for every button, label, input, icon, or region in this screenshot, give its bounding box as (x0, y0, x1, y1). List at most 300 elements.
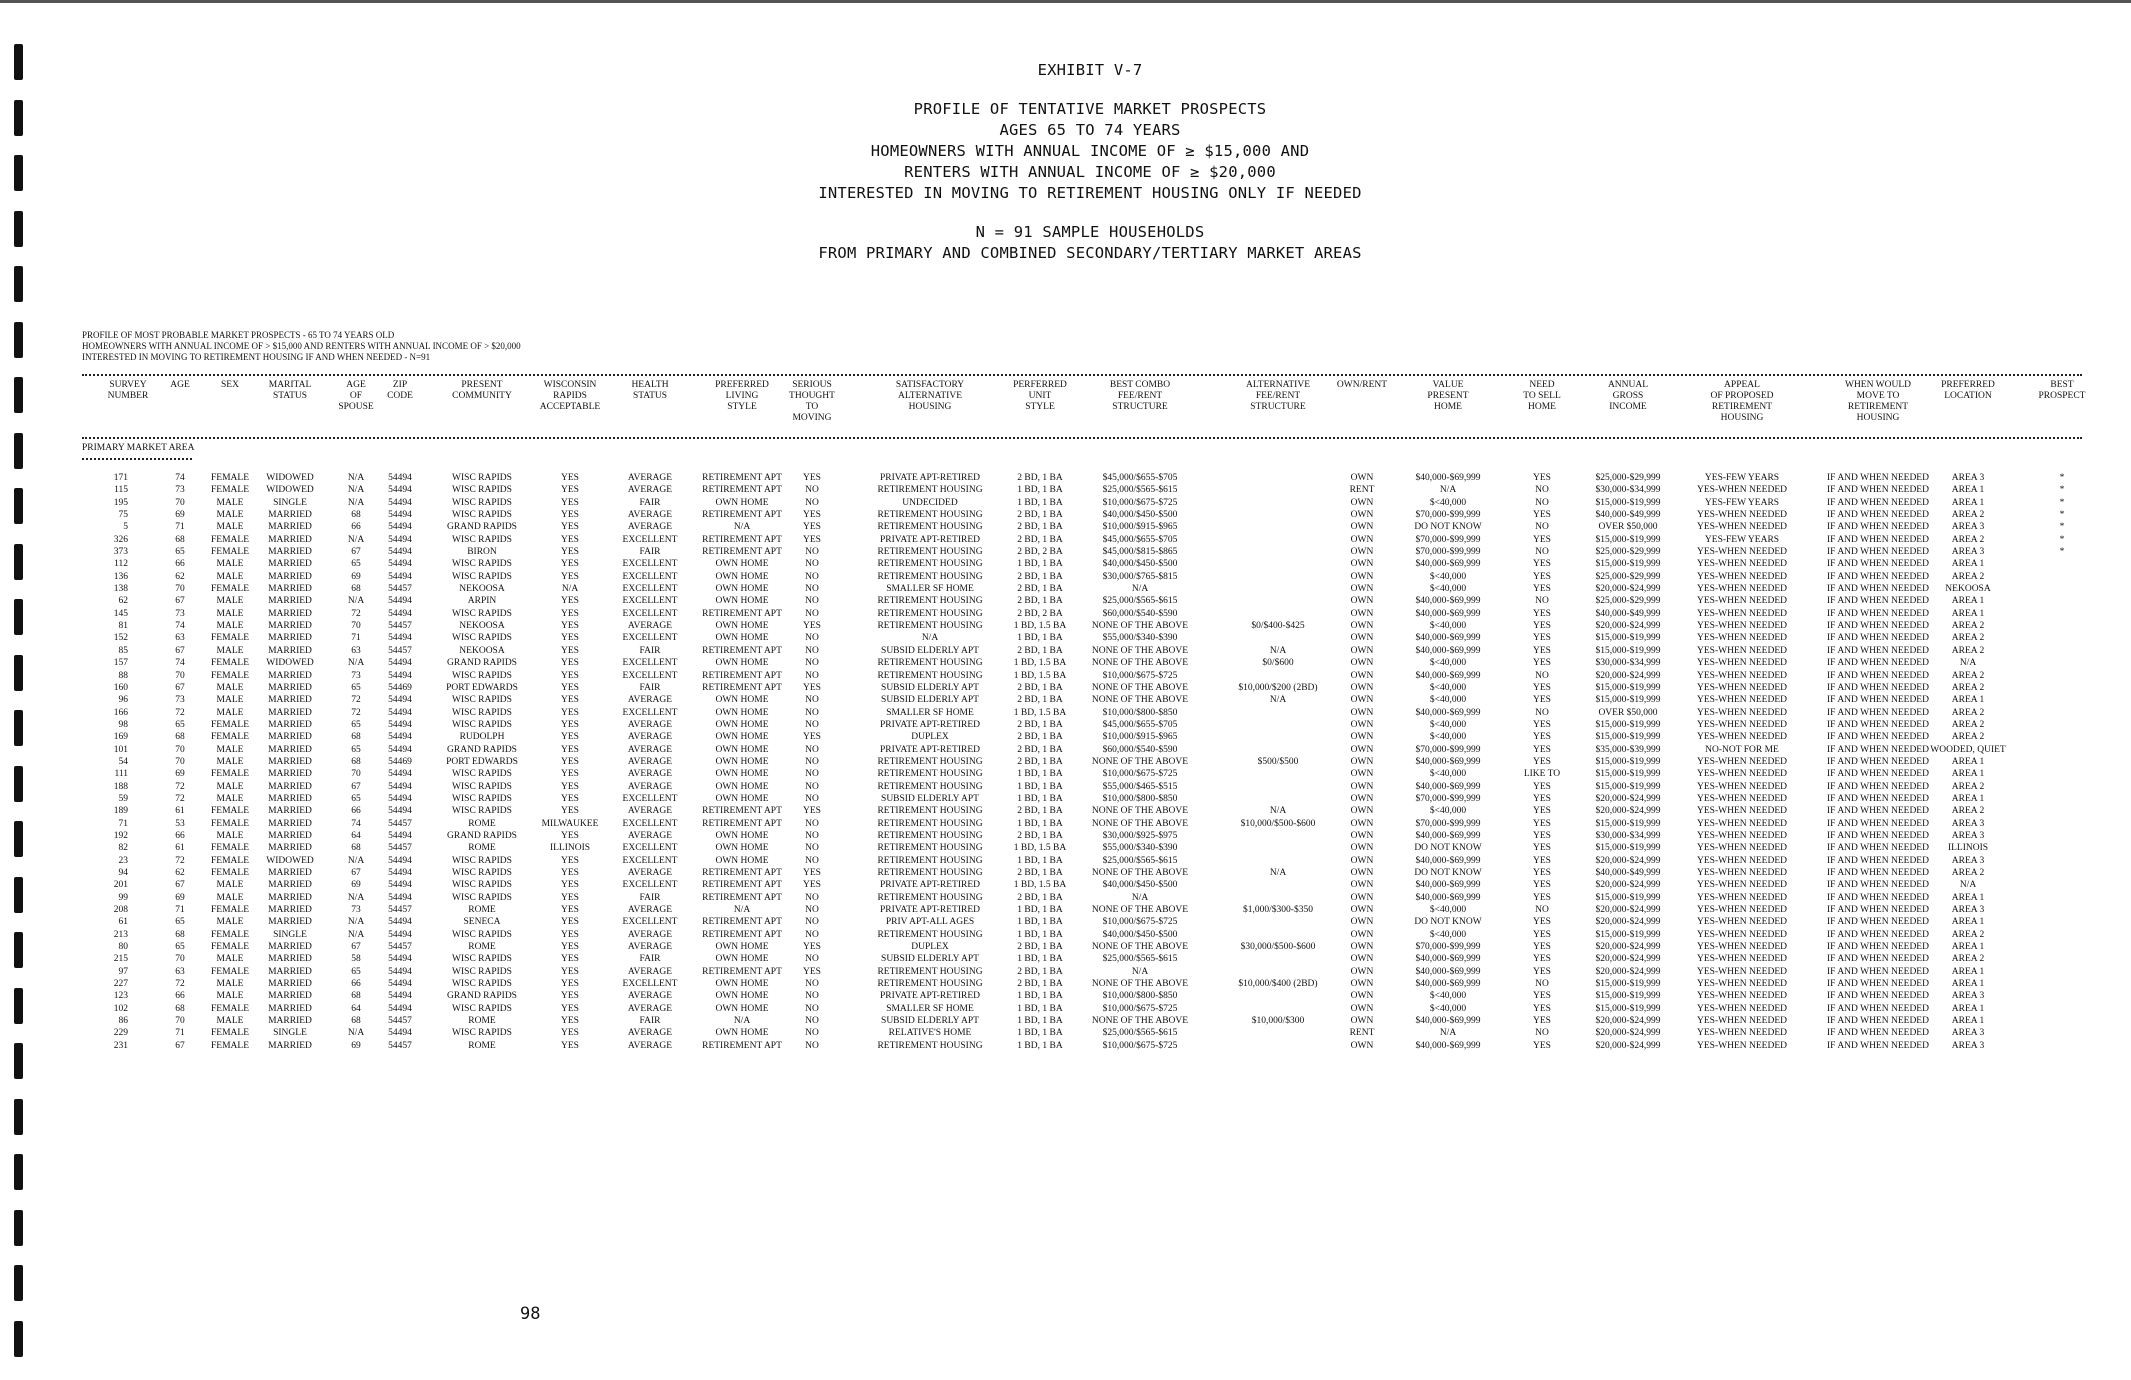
table-cell: NO (805, 929, 819, 940)
table-cell: 66 (351, 806, 361, 817)
table-cell: 54469 (388, 682, 412, 693)
table-cell: NONE OF THE ABOVE (1091, 942, 1189, 953)
table-cell: MILWAUKEE (541, 818, 599, 829)
table-cell: 61 (175, 806, 185, 817)
table-cell: 229 (113, 1028, 128, 1039)
table-cell: $40,000-$69,999 (1415, 633, 1481, 644)
table-cell: OWN (1350, 929, 1374, 940)
table-cell: YES (561, 510, 579, 521)
table-cell: $<40,000 (1429, 658, 1467, 669)
table-cell: EXCELLENT (622, 793, 678, 804)
table-row (0, 904, 2131, 916)
table-cell: RETIREMENT HOUSING (877, 966, 983, 977)
table-cell: YES (1533, 917, 1551, 928)
table-row (0, 990, 2131, 1002)
table-cell: NO (805, 744, 819, 755)
table-row (0, 1027, 2131, 1039)
table-cell: AREA 1 (1951, 979, 1985, 990)
table-cell: 70 (175, 497, 185, 508)
table-cell: AVERAGE (627, 473, 673, 483)
table-cell: YES (561, 497, 579, 508)
table-row (0, 805, 2131, 817)
table-cell: SENECA (463, 917, 501, 928)
header-top-rule (82, 374, 2082, 376)
table-cell: 68 (175, 534, 185, 545)
table-cell: N/A (1439, 1028, 1457, 1039)
table-row (0, 842, 2131, 854)
table-cell: 136 (113, 571, 128, 582)
table-cell: 54494 (388, 732, 412, 743)
table-cell: OWN HOME (715, 991, 769, 1002)
table-cell: 74 (175, 473, 185, 483)
table-cell: $70,000-$99,999 (1415, 942, 1481, 953)
table-cell: 54457 (388, 818, 412, 829)
table-cell: RETIREMENT HOUSING (877, 929, 983, 940)
table-cell: WISC RAPIDS (452, 954, 512, 965)
table-row (0, 768, 2131, 780)
table-cell: 54494 (388, 707, 412, 718)
table-cell: 54 (118, 756, 128, 767)
title-line-1: PROFILE OF TENTATIVE MARKET PROSPECTS (913, 100, 1267, 118)
title-line-2: AGES 65 TO 74 YEARS (999, 121, 1181, 139)
table-cell: $15,000-$19,999 (1595, 991, 1661, 1002)
table-cell: N/A (347, 929, 365, 940)
column-header: VALUE PRESENT HOME (1427, 380, 1469, 412)
table-cell: WISC RAPIDS (452, 485, 512, 496)
table-cell: YES-WHEN NEEDED (1697, 917, 1787, 928)
table-cell: OWN (1350, 917, 1374, 928)
table-cell: OWN HOME (715, 1028, 769, 1039)
table-cell: YES (803, 682, 821, 693)
table-cell: RETIREMENT HOUSING (877, 892, 983, 903)
table-cell: 67 (175, 645, 185, 656)
table-cell: IF AND WHEN NEEDED (1827, 942, 1929, 953)
table-cell: N/A (347, 485, 365, 496)
table-cell: YES (561, 954, 579, 965)
table-cell: $10,000/$800-$850 (1102, 991, 1178, 1002)
table-cell: 70 (175, 744, 185, 755)
table-cell: OWN (1350, 806, 1374, 817)
table-cell: NO (805, 584, 819, 595)
table-cell: YES-WHEN NEEDED (1697, 596, 1787, 607)
column-header: ALTERNATIVE FEE/RENT STRUCTURE (1245, 380, 1311, 412)
table-cell: 2 BD, 1 BA (1017, 510, 1063, 521)
table-cell: WISC RAPIDS (452, 473, 512, 483)
table-cell: * (2059, 547, 2065, 558)
table-cell: IF AND WHEN NEEDED (1827, 510, 1929, 521)
title-line-4: RENTERS WITH ANNUAL INCOME OF ≥ $20,000 (904, 163, 1276, 181)
table-cell: OWN (1350, 880, 1374, 891)
table-cell: 2 BD, 1 BA (1017, 596, 1063, 607)
table-cell: $15,000-$19,999 (1595, 892, 1661, 903)
table-cell: YES (561, 547, 579, 558)
table-cell: 67 (351, 547, 361, 558)
table-cell: RETIREMENT HOUSING (877, 756, 983, 767)
table-cell: WIDOWED (266, 473, 314, 483)
table-cell: YES-WHEN NEEDED (1697, 1016, 1787, 1027)
table-cell: AREA 1 (1951, 695, 1985, 706)
table-cell: OWN (1350, 793, 1374, 804)
table-cell: RETIREMENT APT (702, 534, 782, 545)
table-cell: $20,000-$24,999 (1595, 584, 1661, 595)
table-cell: RETIREMENT HOUSING (877, 608, 983, 619)
table-cell: YES (1533, 744, 1551, 755)
table-cell: YES-WHEN NEEDED (1697, 1003, 1787, 1014)
table-cell: 54494 (388, 1028, 412, 1039)
table-cell: OWN HOME (715, 719, 769, 730)
table-cell: RETIREMENT HOUSING (877, 571, 983, 582)
table-cell: MALE (216, 497, 244, 508)
table-cell: 54494 (388, 929, 412, 940)
table-cell: PRIVATE APT-RETIRED (879, 991, 981, 1002)
table-cell: MALE (216, 608, 244, 619)
table-cell: MALE (216, 682, 244, 693)
table-cell: IF AND WHEN NEEDED (1827, 584, 1929, 595)
table-cell: $15,000-$19,999 (1595, 732, 1661, 743)
table-cell: GRAND RAPIDS (447, 991, 517, 1002)
table-cell: NO (805, 670, 819, 681)
table-row (0, 583, 2131, 595)
table-cell: AVERAGE (627, 1003, 673, 1014)
table-cell: FEMALE (211, 966, 249, 977)
table-cell: $40,000-$49,999 (1595, 510, 1661, 521)
table-cell: 85 (118, 645, 128, 656)
table-cell: YES-WHEN NEEDED (1697, 633, 1787, 644)
table-row (0, 546, 2131, 558)
table-cell: SUBSID ELDERLY APT (881, 695, 979, 706)
table-cell: $25,000/$565-$615 (1102, 596, 1178, 607)
table-cell: MARRIED (268, 596, 312, 607)
table-row (0, 1040, 2131, 1052)
table-cell: OVER $50,000 (1598, 707, 1658, 718)
table-cell: NO (1535, 596, 1549, 607)
table-cell: YES (1533, 534, 1551, 545)
table-cell: 111 (114, 769, 128, 780)
table-cell: $<40,000 (1429, 621, 1467, 632)
table-cell: $25,000/$565-$615 (1102, 855, 1178, 866)
table-cell: 74 (351, 818, 361, 829)
table-body (0, 472, 2131, 1052)
table-cell: YES-FEW YEARS (1704, 497, 1780, 508)
table-cell: MALE (216, 695, 244, 706)
table-cell: RETIREMENT HOUSING (877, 1040, 983, 1051)
table-cell: DO NOT KNOW (1414, 868, 1482, 878)
table-cell: FEMALE (211, 658, 249, 669)
table-cell: YES-WHEN NEEDED (1697, 510, 1787, 521)
table-cell: NONE OF THE ABOVE (1091, 695, 1189, 706)
table-cell: YES-WHEN NEEDED (1697, 979, 1787, 990)
table-cell: FEMALE (211, 942, 249, 953)
table-cell: YES (803, 806, 821, 817)
table-cell: AREA 2 (1951, 781, 1985, 792)
table-cell: $15,000-$19,999 (1595, 979, 1661, 990)
header-bottom-rule (82, 437, 2082, 439)
table-cell: OWN (1350, 991, 1374, 1002)
table-cell: NO (1535, 497, 1549, 508)
table-cell: 72 (175, 855, 185, 866)
table-cell: YES (1533, 584, 1551, 595)
table-cell: 373 (113, 547, 128, 558)
table-cell: 54494 (388, 880, 412, 891)
table-cell: 54457 (388, 621, 412, 632)
table-cell: 63 (351, 645, 361, 656)
table-cell: $1,000/$300-$350 (1243, 905, 1313, 916)
table-cell: NEKOOSA (1945, 584, 1991, 595)
table-cell: YES-WHEN NEEDED (1697, 522, 1787, 533)
table-cell: N/A (733, 1016, 751, 1027)
table-cell: IF AND WHEN NEEDED (1827, 855, 1929, 866)
table-cell: AREA 3 (1951, 905, 1985, 916)
table-cell: IF AND WHEN NEEDED (1827, 645, 1929, 656)
table-row (0, 657, 2131, 669)
table-cell: OWN HOME (715, 744, 769, 755)
table-cell: $30,000/$765-$815 (1102, 571, 1178, 582)
table-cell: AREA 1 (1951, 1003, 1985, 1014)
exhibit-title-block (660, 60, 1520, 264)
table-cell: GRAND RAPIDS (447, 744, 517, 755)
table-row (0, 694, 2131, 706)
table-cell: OWN HOME (715, 781, 769, 792)
table-row (0, 534, 2131, 546)
table-cell: OWN (1350, 707, 1374, 718)
table-cell: $25,000/$565-$615 (1102, 1028, 1178, 1039)
table-cell: 71 (175, 522, 185, 533)
table-cell: $0/$600 (1262, 658, 1294, 669)
table-cell: YES-WHEN NEEDED (1697, 608, 1787, 619)
table-cell: IF AND WHEN NEEDED (1827, 744, 1929, 755)
table-cell: YES (1533, 571, 1551, 582)
column-header: NEED TO SELL HOME (1523, 380, 1561, 412)
table-cell: AREA 2 (1951, 732, 1985, 743)
table-cell: NONE OF THE ABOVE (1091, 621, 1189, 632)
table-cell: 326 (113, 534, 128, 545)
table-cell: FEMALE (211, 584, 249, 595)
table-cell: $10,000/$500-$600 (1240, 818, 1316, 829)
table-cell: $40,000-$69,999 (1415, 756, 1481, 767)
table-cell: NO (805, 793, 819, 804)
table-cell: NO (1535, 905, 1549, 916)
table-cell: AREA 2 (1951, 510, 1985, 521)
table-cell: RETIREMENT HOUSING (877, 855, 983, 866)
table-cell: RUDOLPH (459, 732, 505, 743)
table-cell: $10,000/$675-$725 (1102, 917, 1178, 928)
table-cell: RETIREMENT HOUSING (877, 979, 983, 990)
table-cell: 63 (175, 966, 185, 977)
binding-ring (14, 266, 23, 302)
table-cell: OWN (1350, 719, 1374, 730)
table-cell: NO (1535, 707, 1549, 718)
table-cell: 2 BD, 1 BA (1017, 868, 1063, 878)
table-cell: WISC RAPIDS (452, 929, 512, 940)
table-cell: YES (1533, 682, 1551, 693)
table-cell: EXCELLENT (622, 855, 678, 866)
table-cell: YES (561, 596, 579, 607)
table-cell: 54494 (388, 596, 412, 607)
table-cell: UNDECIDED (902, 497, 958, 508)
table-cell: MARRIED (268, 1016, 312, 1027)
table-cell: OWN (1350, 497, 1374, 508)
table-cell: MALE (216, 781, 244, 792)
table-cell: IF AND WHEN NEEDED (1827, 830, 1929, 841)
table-cell: AVERAGE (627, 942, 673, 953)
table-cell: * (2059, 473, 2065, 483)
table-cell: MARRIED (268, 608, 312, 619)
table-cell: IF AND WHEN NEEDED (1827, 843, 1929, 854)
table-cell: 2 BD, 1 BA (1017, 571, 1063, 582)
table-cell: $15,000-$19,999 (1595, 818, 1661, 829)
table-cell: 68 (351, 1016, 361, 1027)
table-cell: 66 (175, 559, 185, 570)
table-cell: AREA 3 (1951, 855, 1985, 866)
column-header: SEX (221, 380, 239, 390)
table-cell: AREA 1 (1951, 942, 1985, 953)
table-cell: 1 BD, 1 BA (1017, 818, 1063, 829)
table-cell: YES (561, 707, 579, 718)
table-cell: ROME (468, 843, 496, 854)
table-cell: 66 (351, 522, 361, 533)
table-cell: RETIREMENT HOUSING (877, 868, 983, 878)
table-cell: IF AND WHEN NEEDED (1827, 818, 1929, 829)
table-row (0, 1003, 2131, 1015)
table-cell: IF AND WHEN NEEDED (1827, 707, 1929, 718)
table-cell: FAIR (639, 892, 661, 903)
table-cell: 54494 (388, 485, 412, 496)
column-header: BEST COMBO FEE/RENT STRUCTURE (1109, 380, 1171, 412)
table-cell: N/A (1959, 880, 1977, 891)
table-cell: YES (561, 929, 579, 940)
table-cell: AREA 1 (1951, 793, 1985, 804)
table-cell: 61 (118, 917, 128, 928)
table-cell: AREA 3 (1951, 547, 1985, 558)
table-cell: IF AND WHEN NEEDED (1827, 880, 1929, 891)
table-cell: 68 (175, 1003, 185, 1014)
table-cell: FEMALE (211, 843, 249, 854)
table-cell: AVERAGE (627, 868, 673, 878)
table-cell: IF AND WHEN NEEDED (1827, 596, 1929, 607)
table-row (0, 916, 2131, 928)
table-cell: $<40,000 (1429, 584, 1467, 595)
table-cell: YES (561, 830, 579, 841)
table-cell: 73 (175, 485, 185, 496)
table-cell: MARRIED (268, 917, 312, 928)
table-cell: EXCELLENT (622, 633, 678, 644)
table-cell: 82 (118, 843, 128, 854)
table-cell: $25,000-$29,999 (1595, 547, 1661, 558)
column-header: PREFERRED LOCATION (1941, 380, 1995, 401)
table-cell: $15,000-$19,999 (1595, 756, 1661, 767)
table-cell: 2 BD, 1 BA (1017, 584, 1063, 595)
table-cell: N/A (1131, 892, 1149, 903)
table-cell: YES (803, 732, 821, 743)
table-cell: 54494 (388, 559, 412, 570)
table-row (0, 879, 2131, 891)
table-cell: $10,000/$675-$725 (1102, 769, 1178, 780)
table-cell: OWN (1350, 1016, 1374, 1027)
table-cell: N/A (347, 534, 365, 545)
table-cell: 59 (118, 793, 128, 804)
table-row (0, 929, 2131, 941)
table-row (0, 472, 2131, 484)
table-cell: DUPLEX (911, 942, 949, 953)
table-cell: AREA 2 (1951, 645, 1985, 656)
table-cell: YES (561, 868, 579, 878)
table-cell: YES (561, 1028, 579, 1039)
table-cell: $15,000-$19,999 (1595, 645, 1661, 656)
table-cell: 1 BD, 1 BA (1017, 1003, 1063, 1014)
table-cell: WISC RAPIDS (452, 979, 512, 990)
table-cell: GRAND RAPIDS (447, 830, 517, 841)
table-cell: $<40,000 (1429, 769, 1467, 780)
table-cell: N/A (733, 905, 751, 916)
table-cell: 1 BD, 1 BA (1017, 1016, 1063, 1027)
table-cell: $<40,000 (1429, 732, 1467, 743)
table-cell: 54494 (388, 806, 412, 817)
binding-ring (14, 1210, 23, 1246)
table-cell: YES (803, 942, 821, 953)
table-cell: $40,000-$69,999 (1415, 830, 1481, 841)
table-cell: MARRIED (268, 1040, 312, 1051)
table-cell: YES (561, 917, 579, 928)
table-cell: OWN HOME (715, 1003, 769, 1014)
table-cell: NO (805, 756, 819, 767)
table-cell: * (2059, 522, 2065, 533)
table-cell: YES-FEW YEARS (1704, 473, 1780, 483)
table-cell: OWN (1350, 608, 1374, 619)
table-cell: MARRIED (268, 744, 312, 755)
table-cell: YES (561, 670, 579, 681)
table-cell: MARRIED (268, 793, 312, 804)
table-cell: IF AND WHEN NEEDED (1827, 868, 1929, 878)
table-cell: RETIREMENT HOUSING (877, 781, 983, 792)
table-cell: FEMALE (211, 855, 249, 866)
table-row (0, 632, 2131, 644)
table-cell: $45,000/$655-$705 (1102, 473, 1178, 483)
table-cell: OWN (1350, 584, 1374, 595)
table-cell: YES-WHEN NEEDED (1697, 732, 1787, 743)
table-cell: 2 BD, 1 BA (1017, 682, 1063, 693)
table-cell: OWN HOME (715, 793, 769, 804)
table-cell: 71 (118, 818, 128, 829)
table-cell: $20,000-$24,999 (1595, 942, 1661, 953)
table-cell: NO (805, 695, 819, 706)
table-cell: IF AND WHEN NEEDED (1827, 756, 1929, 767)
table-cell: WIDOWED (266, 658, 314, 669)
table-cell: AREA 2 (1951, 806, 1985, 817)
table-cell: RETIREMENT APT (702, 485, 782, 496)
table-cell: YES (1533, 1003, 1551, 1014)
table-cell: 123 (113, 991, 128, 1002)
table-cell: EXCELLENT (622, 917, 678, 928)
table-cell: OWN HOME (715, 707, 769, 718)
table-cell: IF AND WHEN NEEDED (1827, 1040, 1929, 1051)
table-cell: 23 (118, 855, 128, 866)
table-cell: N/A (1269, 868, 1287, 878)
table-cell: YES (1533, 695, 1551, 706)
table-cell: YES-WHEN NEEDED (1697, 868, 1787, 878)
table-cell: 5 (123, 522, 128, 533)
table-cell: 72 (175, 979, 185, 990)
table-cell: NO (805, 954, 819, 965)
table-cell: 88 (118, 670, 128, 681)
table-cell: EXCELLENT (622, 658, 678, 669)
table-cell: $40,000/$450-$500 (1102, 559, 1178, 570)
table-cell: 62 (175, 571, 185, 582)
table-cell: 64 (351, 830, 361, 841)
table-cell: YES-WHEN NEEDED (1697, 547, 1787, 558)
table-cell: $55,000/$340-$390 (1102, 843, 1178, 854)
table-cell: AREA 2 (1951, 868, 1985, 878)
table-cell: $40,000-$69,999 (1415, 954, 1481, 965)
